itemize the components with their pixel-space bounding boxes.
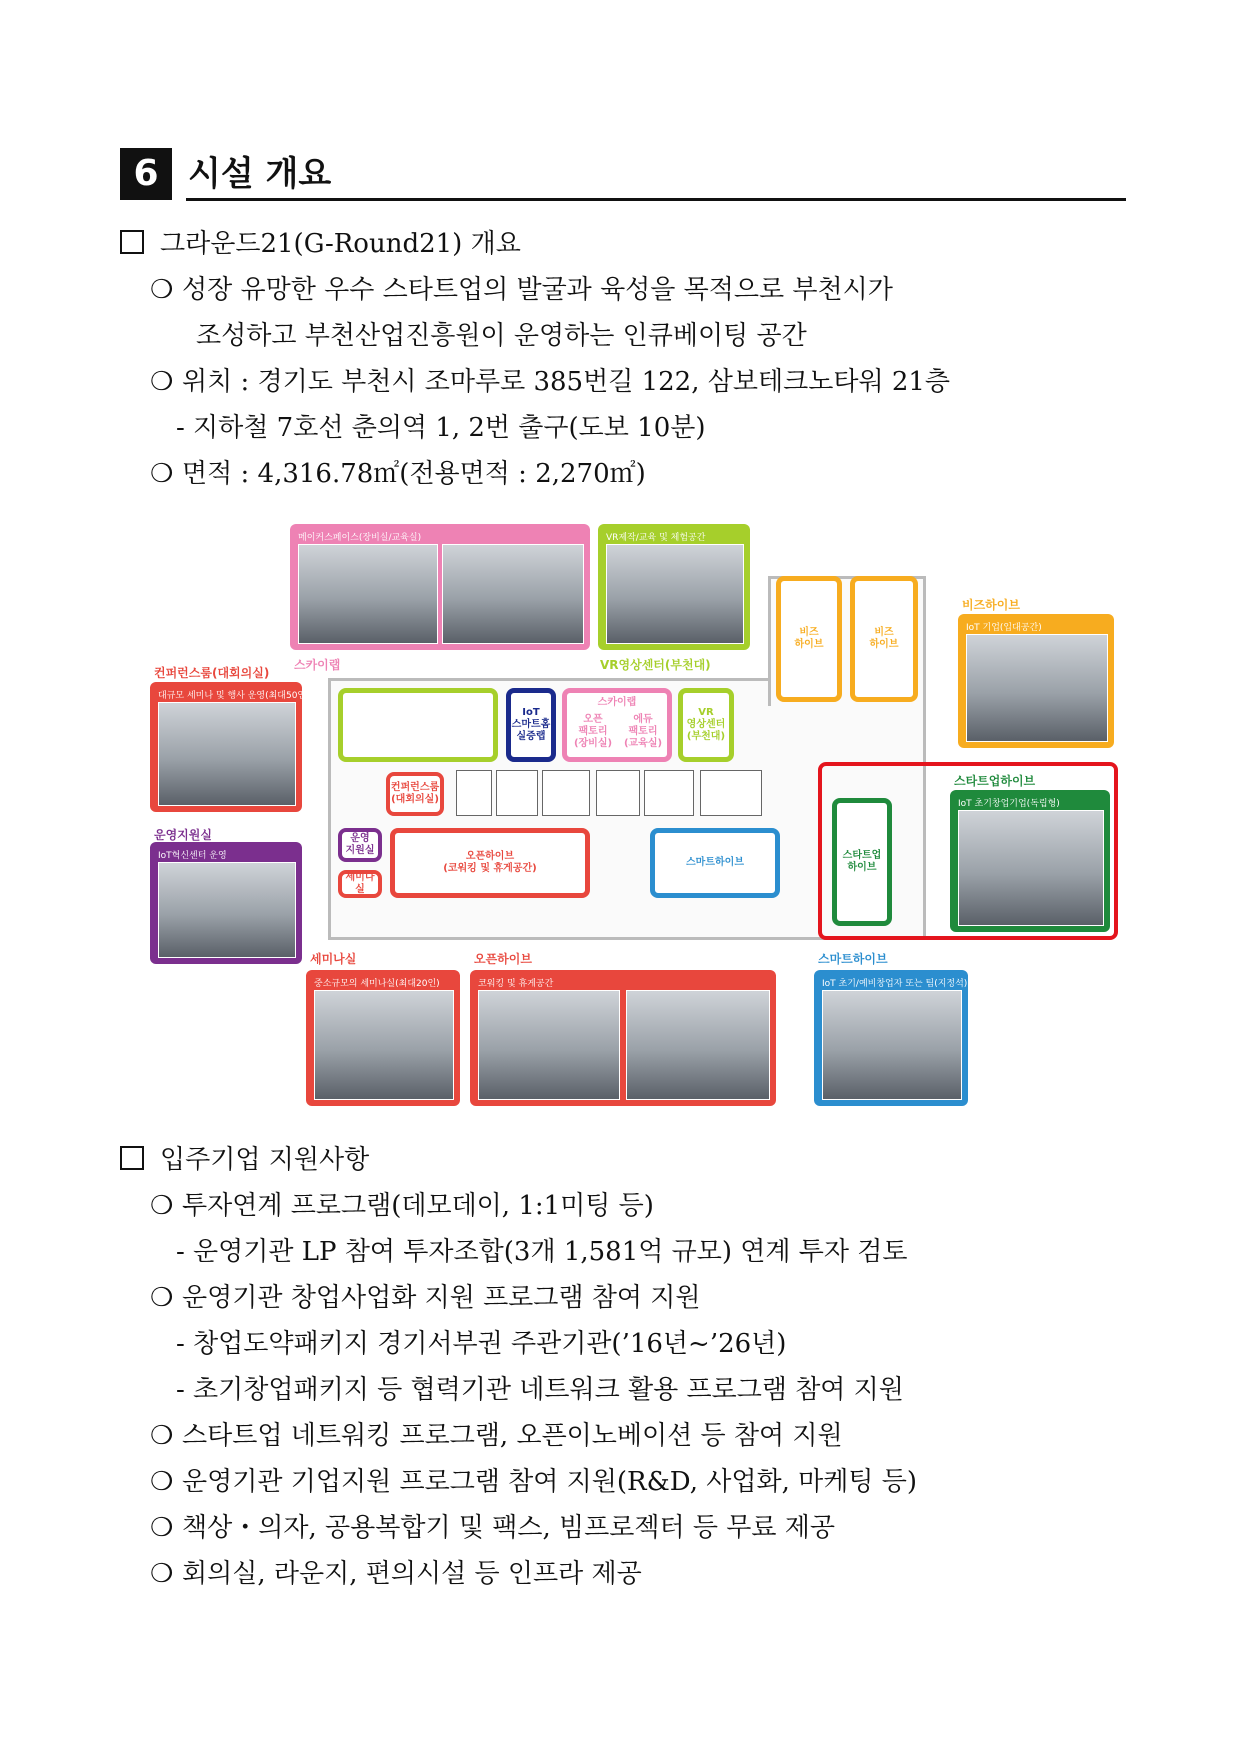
circle-bullet-icon: ❍ — [150, 1559, 174, 1589]
card-biz: IoT 기업(입대공간) — [958, 614, 1114, 748]
support-item: ❍ 회의실, 라운지, 편의시설 등 인프라 제공 — [150, 1556, 642, 1592]
card-smart: IoT 초기/예비창업자 또는 팀(지정석) — [814, 970, 968, 1106]
support-sub: - 창업도약패키지 경기서부권 주관기관(’16년~’26년) — [176, 1329, 787, 1359]
room-ops: 운영 지원실 — [338, 828, 382, 862]
overview-item-1: ❍ 성장 유망한 우수 스타트업의 발굴과 육성을 목적으로 부천시가 — [150, 272, 1126, 308]
tag-skylab: 스카이랩 — [294, 658, 341, 672]
circle-bullet-icon: ❍ — [150, 275, 174, 305]
room-open-factory: 오픈 팩토리 (장비실) — [573, 714, 613, 749]
room-vr: VR 영상센터 (부천대) — [678, 688, 734, 762]
card-vr: VR제작/교육 및 체험공간 — [598, 524, 750, 650]
card-startup: IoT 초기창업기업(독립형) — [950, 790, 1110, 932]
support-heading: 입주기업 지원사항 — [120, 1142, 369, 1178]
card-maker-space: 메이커스페이스(장비실/교육실) — [290, 524, 590, 650]
tag-seminar-room: 세미나실 — [310, 952, 357, 966]
photo — [478, 990, 620, 1100]
circle-bullet-icon: ❍ — [150, 459, 174, 489]
tag-smart-hive: 스마트하이브 — [818, 952, 888, 966]
core — [496, 770, 538, 816]
room-startup-hive: 스타트업 하이브 — [832, 798, 892, 926]
overview-item-2-sub: - 지하철 7호선 춘의역 1, 2번 출구(도보 10분) — [176, 413, 706, 443]
card-seminar: 중소규모의 세미나실(최대20인) — [306, 970, 460, 1106]
overview-item-1-cont: 조성하고 부천산업진흥원이 운영하는 인큐베이팅 공간 — [196, 321, 807, 351]
room-skylab-area — [338, 688, 498, 762]
support-item: ❍ 스타트업 네트워킹 프로그램, 오픈이노베이션 등 참여 지원 — [150, 1418, 843, 1454]
card-open: 코워킹 및 휴게공간 — [470, 970, 776, 1106]
support-item: ❍ 운영기관 기업지원 프로그램 참여 지원(R&D, 사업화, 마케팅 등) — [150, 1464, 917, 1500]
floor-plan-image — [150, 520, 1130, 1110]
circle-bullet-icon: ❍ — [150, 1467, 174, 1497]
circle-bullet-icon: ❍ — [150, 1513, 174, 1543]
tag-conference: 컨퍼런스룸(대회의실) — [154, 666, 270, 680]
circle-bullet-icon: ❍ — [150, 1191, 174, 1221]
tag-vr-center: VR영상센터(부천대) — [600, 658, 711, 672]
core — [596, 770, 640, 816]
room-skylab: 스카이랩 — [562, 688, 672, 762]
room-biz-hive-2: 비즈 하이브 — [850, 576, 918, 702]
core — [644, 770, 694, 816]
checkbox-square-icon — [120, 230, 144, 254]
photo — [158, 862, 296, 958]
core — [456, 770, 492, 816]
overview-heading: 그라운드21(G-Round21) 개요 — [120, 226, 521, 262]
section-number: 6 — [120, 148, 172, 200]
room-iot: IoT 스마트홈 실증랩 — [506, 688, 556, 762]
support-item: ❍ 운영기관 창업사업화 지원 프로그램 참여 지원 — [150, 1280, 701, 1316]
room-biz-hive-1: 비즈 하이브 — [776, 576, 842, 702]
support-item: ❍ 책상・의자, 공용복합기 및 팩스, 빔프로젝터 등 무료 제공 — [150, 1510, 835, 1546]
photo — [626, 990, 770, 1100]
section-header — [120, 148, 1126, 202]
checkbox-square-icon — [120, 1146, 144, 1170]
room-conference: 컨퍼런스룸 (대회의실) — [386, 772, 444, 816]
circle-bullet-icon: ❍ — [150, 1283, 174, 1313]
tag-biz-hive: 비즈하이브 — [962, 598, 1020, 612]
card-conference: 대규모 세미나 및 행사 운영(최대50인) — [150, 682, 302, 812]
room-seminar: 세미나실 — [338, 870, 382, 898]
tag-open-hive: 오픈하이브 — [474, 952, 532, 966]
overview-item-2: ❍ 위치 : 경기도 부천시 조마루로 385번길 122, 삼보테크노타워 21층 — [150, 364, 950, 400]
core — [542, 770, 590, 816]
photo — [958, 810, 1104, 926]
room-open-hive: 오픈하이브 (코워킹 및 휴게공간) — [390, 828, 590, 898]
photo — [298, 544, 438, 644]
photo — [606, 544, 744, 644]
photo — [442, 544, 584, 644]
support-sub: - 운영기관 LP 참여 투자조합(3개 1,581억 규모) 연계 투자 검토 — [176, 1237, 908, 1267]
room-edu-factory: 에듀 팩토리 (교육실) — [623, 714, 663, 749]
core — [700, 770, 762, 816]
photo — [158, 702, 296, 806]
tag-ops-room: 운영지원실 — [154, 828, 212, 842]
section-rule — [186, 198, 1126, 201]
photo — [966, 634, 1108, 742]
circle-bullet-icon: ❍ — [150, 1421, 174, 1451]
room-smart-hive: 스마트하이브 — [650, 828, 780, 898]
tag-startup-hive: 스타트업하이브 — [954, 774, 1036, 788]
photo — [314, 990, 454, 1100]
photo — [822, 990, 962, 1100]
overview-item-3: ❍ 면적 : 4,316.78㎡(전용면적 : 2,270㎡) — [150, 456, 646, 492]
circle-bullet-icon: ❍ — [150, 367, 174, 397]
card-ops: IoT혁신센터 운영 — [150, 842, 302, 964]
support-item: ❍ 투자연계 프로그램(데모데이, 1:1미팅 등) — [150, 1188, 654, 1224]
section-title: 시설 개요 — [188, 154, 332, 194]
support-sub: - 초기창업패키지 등 협력기관 네트워크 활용 프로그램 참여 지원 — [176, 1375, 904, 1405]
